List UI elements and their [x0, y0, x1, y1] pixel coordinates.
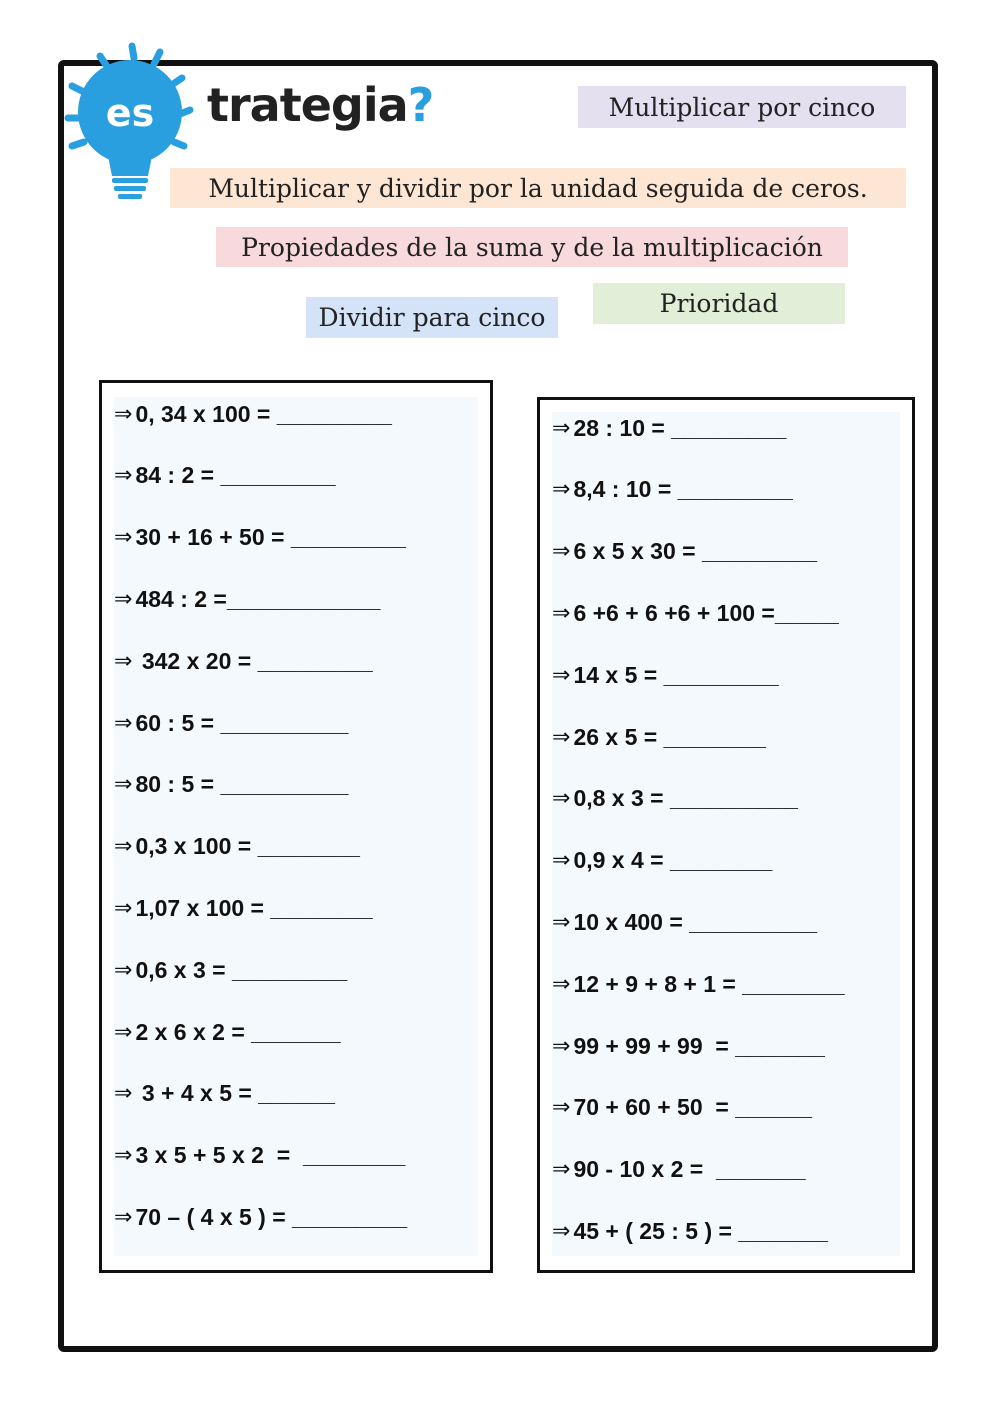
exercise-item [552, 784, 798, 814]
exercise-box-right [537, 397, 915, 1273]
logo-prefix: es [105, 91, 155, 135]
arrow-icon: ⇒ [552, 724, 571, 750]
exercise-item [114, 399, 392, 429]
exercise-text: 28 : 10 = _________ [573, 414, 787, 441]
arrow-icon: ⇒ [552, 1033, 571, 1059]
arrow-icon: ⇒ [552, 539, 571, 565]
exercise-text: 10 x 400 = __________ [573, 908, 818, 935]
arrow-icon: ⇒ [114, 772, 133, 798]
tag-dividir-cinco: Dividir para cinco [306, 297, 558, 338]
exercise-item [114, 893, 373, 923]
exercise-text: 342 x 20 = _________ [135, 647, 373, 674]
exercise-text: 0,6 x 3 = _________ [135, 956, 348, 983]
exercise-text: 26 x 5 = ________ [573, 723, 766, 750]
exercise-item [552, 1216, 828, 1246]
exercise-item [552, 598, 839, 628]
exercise-item [552, 722, 766, 752]
exercise-item [114, 1079, 335, 1109]
exercise-item [114, 523, 406, 553]
exercise-item [552, 907, 817, 937]
exercise-item [552, 846, 772, 876]
arrow-icon: ⇒ [114, 525, 133, 551]
tag-unidad-ceros: Multiplicar y dividir por la unidad seguida de ceros. [170, 168, 906, 208]
exercise-text: 99 + 99 + 99 = _______ [573, 1032, 825, 1059]
exercise-text: 70 – ( 4 x 5 ) = _________ [135, 1203, 408, 1230]
arrow-icon: ⇒ [552, 1218, 571, 1244]
arrow-icon: ⇒ [552, 971, 571, 997]
exercise-text: 6 +6 + 6 +6 + 100 =_____ [573, 599, 839, 626]
tag-prioridad: Prioridad [593, 283, 845, 324]
exercise-item [552, 537, 817, 567]
arrow-icon: ⇒ [114, 710, 133, 736]
arrow-icon: ⇒ [114, 1204, 133, 1230]
arrow-icon: ⇒ [114, 648, 133, 674]
exercise-text: 0,9 x 4 = ________ [573, 847, 773, 874]
arrow-icon: ⇒ [552, 1095, 571, 1121]
exercise-item [114, 1017, 341, 1047]
exercise-text: 90 - 10 x 2 = _______ [573, 1156, 806, 1183]
exercise-item [114, 832, 360, 862]
exercise-item [552, 413, 786, 443]
logo-word: trategia [207, 78, 408, 132]
exercise-list-left [114, 397, 478, 1256]
exercise-item [114, 770, 348, 800]
logo-wordmark [207, 78, 433, 132]
exercise-item [552, 660, 779, 690]
arrow-icon: ⇒ [114, 401, 133, 427]
exercise-text: 70 + 60 + 50 = ______ [573, 1094, 812, 1121]
arrow-icon: ⇒ [114, 834, 133, 860]
arrow-icon: ⇒ [552, 786, 571, 812]
exercise-box-left [99, 380, 493, 1273]
arrow-icon: ⇒ [114, 1019, 133, 1045]
tag-multiplicar-cinco: Multiplicar por cinco [578, 86, 906, 128]
arrow-icon: ⇒ [552, 477, 571, 503]
arrow-icon: ⇒ [552, 600, 571, 626]
tag-propiedades: Propiedades de la suma y de la multiplicación [216, 227, 848, 267]
arrow-icon: ⇒ [552, 662, 571, 688]
exercise-item [552, 1093, 812, 1123]
exercise-item [552, 1031, 825, 1061]
arrow-icon: ⇒ [552, 909, 571, 935]
exercise-text: 8,4 : 10 = _________ [573, 476, 793, 503]
exercise-text: 0,8 x 3 = __________ [573, 785, 798, 812]
arrow-icon: ⇒ [114, 1143, 133, 1169]
exercise-item [114, 646, 373, 676]
arrow-icon: ⇒ [114, 957, 133, 983]
arrow-icon: ⇒ [552, 848, 571, 874]
exercise-text: 30 + 16 + 50 = _________ [135, 524, 406, 551]
arrow-icon: ⇒ [114, 463, 133, 489]
exercise-item [114, 461, 336, 491]
arrow-icon: ⇒ [552, 415, 571, 441]
exercise-text: 0, 34 x 100 = _________ [135, 400, 392, 427]
exercise-text: 12 + 9 + 8 + 1 = ________ [573, 970, 845, 997]
exercise-item [114, 1202, 407, 1232]
exercise-text: 0,3 x 100 = ________ [135, 833, 360, 860]
exercise-item [552, 1155, 806, 1185]
exercise-text: 80 : 5 = __________ [135, 771, 349, 798]
arrow-icon: ⇒ [114, 1081, 133, 1107]
exercise-item [114, 1141, 405, 1171]
exercise-item [552, 969, 845, 999]
exercise-text: 84 : 2 = _________ [135, 462, 336, 489]
exercise-item [552, 475, 793, 505]
exercise-text: 3 + 4 x 5 = ______ [135, 1080, 335, 1107]
exercise-text: 14 x 5 = _________ [573, 661, 779, 688]
exercise-item [114, 955, 347, 985]
exercise-text: 60 : 5 = __________ [135, 709, 349, 736]
arrow-icon: ⇒ [552, 1157, 571, 1183]
arrow-icon: ⇒ [114, 895, 133, 921]
exercise-text: 484 : 2 =____________ [135, 585, 381, 612]
arrow-icon: ⇒ [114, 586, 133, 612]
exercise-list-right [552, 412, 900, 1256]
exercise-text: 6 x 5 x 30 = _________ [573, 538, 818, 565]
exercise-text: 1,07 x 100 = ________ [135, 894, 373, 921]
exercise-text: 2 x 6 x 2 = _______ [135, 1018, 341, 1045]
exercise-item [114, 708, 348, 738]
exercise-text: 3 x 5 + 5 x 2 = ________ [135, 1142, 406, 1169]
logo-question-mark: ? [407, 78, 434, 132]
exercise-text: 45 + ( 25 : 5 ) = _______ [573, 1217, 828, 1244]
exercise-item [114, 584, 380, 614]
